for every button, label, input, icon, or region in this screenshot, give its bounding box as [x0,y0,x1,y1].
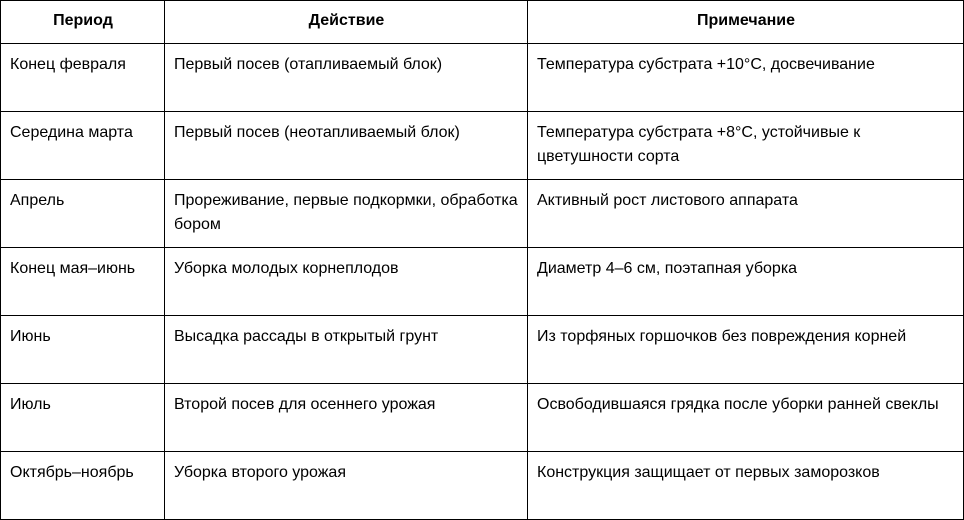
cell-note: Освободившаяся грядка после уборки ранней свеклы [528,384,964,452]
cell-note: Конструкция защищает от первых заморозков [528,452,964,520]
column-header-period: Период [1,1,165,44]
cell-note: Диаметр 4–6 см, поэтапная уборка [528,248,964,316]
table-header [1,1,964,44]
cell-action: Уборка второго урожая [165,452,528,520]
cell-note: Активный рост листового аппарата [528,180,964,248]
table-row [1,248,964,316]
cell-period: Конец мая–июнь [1,248,165,316]
cell-action: Первый посев (неотапливаемый блок) [165,112,528,180]
table-row [1,316,964,384]
cell-note: Из торфяных горшочков без повреждения корней [528,316,964,384]
cell-period: Конец февраля [1,44,165,112]
table-body [1,44,964,520]
column-header-note: Примечание [528,1,964,44]
cell-period: Середина марта [1,112,165,180]
cell-action: Второй посев для осеннего урожая [165,384,528,452]
cell-action: Уборка молодых корнеплодов [165,248,528,316]
table-row [1,452,964,520]
cell-action: Прореживание, первые подкормки, обработка бором [165,180,528,248]
cell-note: Температура субстрата +10°C, досвечивание [528,44,964,112]
cell-action: Первый посев (отапливаемый блок) [165,44,528,112]
cell-period: Июль [1,384,165,452]
table-row [1,44,964,112]
table-row [1,384,964,452]
cell-period: Октябрь–ноябрь [1,452,165,520]
cell-action: Высадка рассады в открытый грунт [165,316,528,384]
cell-period: Июнь [1,316,165,384]
cell-note: Температура субстрата +8°C, устойчивые к цветушности сорта [528,112,964,180]
cell-period: Апрель [1,180,165,248]
header-row [1,1,964,44]
column-header-action: Действие [165,1,528,44]
table-row [1,180,964,248]
table-row [1,112,964,180]
